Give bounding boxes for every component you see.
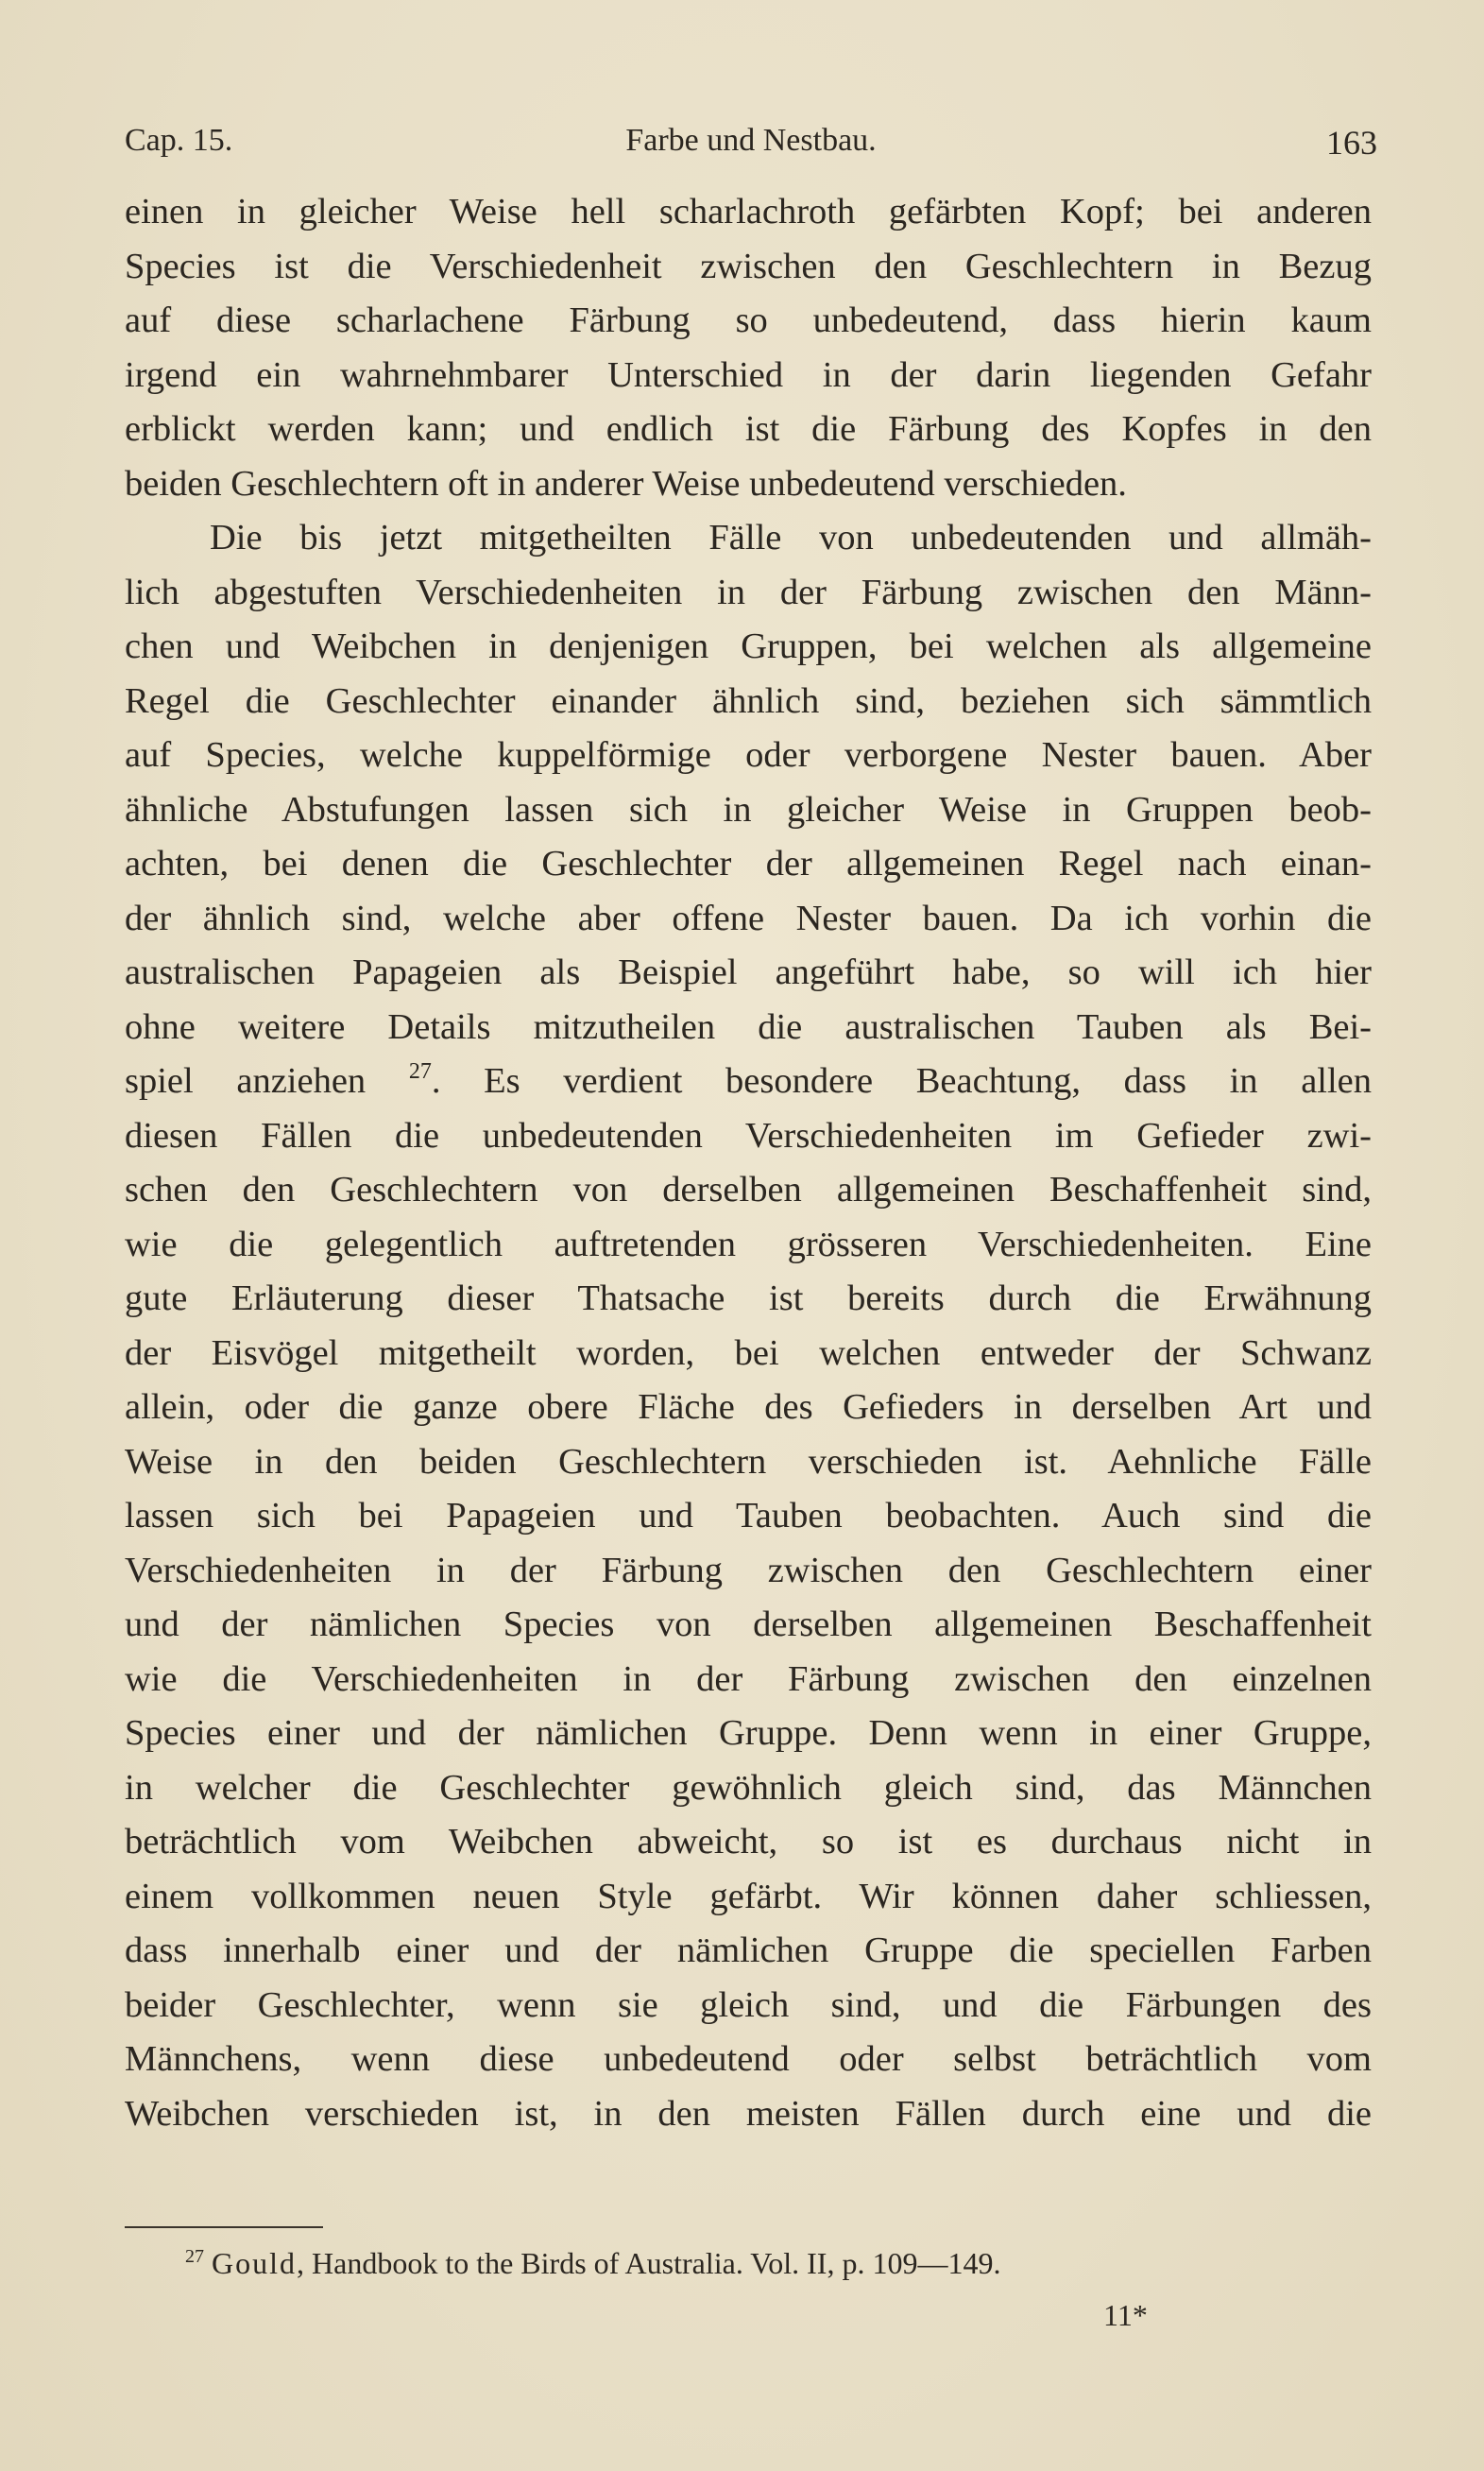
footnote xyxy=(185,2246,1319,2281)
text-line: Regel die Geschlechter einander ähnlich sind, beziehen sich sämmtlich xyxy=(125,680,1372,721)
text-line: Weise in den beiden Geschlechtern verschieden ist. Aehnliche Fälle xyxy=(125,1441,1372,1482)
text-line: Männchens, wenn diese unbedeutend oder selbst beträchtlich vom xyxy=(125,2039,1372,2079)
footnote-rule xyxy=(125,2226,323,2228)
text-line: lassen sich bei Papageien und Tauben beobachten. Auch sind die xyxy=(125,1496,1372,1536)
chapter-label: Cap. 15. xyxy=(125,123,233,158)
body-text xyxy=(125,185,1372,2141)
line-start: spiel anziehen xyxy=(125,1061,367,1101)
paragraph-1 xyxy=(125,185,1372,511)
running-title: Farbe und Nestbau. xyxy=(625,123,877,158)
text-line: in welcher die Geschlechter gewöhnlich gleich sind, das Männchen xyxy=(125,1767,1372,1808)
text-line: beträchtlich vom Weibchen abweicht, so ist es durchaus nicht in xyxy=(125,1822,1372,1862)
text-line: wie die gelegentlich auftretenden grösseren Verschiedenheiten. Eine xyxy=(125,1224,1372,1264)
text-line: der ähnlich sind, welche aber offene Nester bauen. Da ich vorhin die xyxy=(125,898,1372,938)
text-line-with-footnote-ref xyxy=(125,1055,1372,1109)
footnote-author: Gould xyxy=(212,2246,297,2280)
page-number: 163 xyxy=(1326,124,1377,162)
text-line: lich abgestuften Verschiedenheiten in der Färbung zwischen den Männ- xyxy=(125,572,1372,612)
text-line: ohne weitere Details mitzutheilen die australischen Tauben als Bei- xyxy=(125,1006,1372,1047)
text-line: Weibchen verschieden ist, in den meisten Fällen durch eine und die xyxy=(125,2093,1372,2134)
text-line: erblickt werden kann; und endlich ist die Färbung des Kopfes in den xyxy=(125,409,1372,449)
text-line: beiden Geschlechtern oft in anderer Weise unbedeutend verschieden. xyxy=(125,463,1127,504)
text-line: auf Species, welche kuppelförmige oder verborgene Nester bauen. Aber xyxy=(125,735,1372,775)
text-line: Die bis jetzt mitgetheilten Fälle von unbedeutenden und allmäh- xyxy=(210,518,1372,558)
text-line: einen in gleicher Weise hell scharlachroth gefärbten Kopf; bei anderen xyxy=(125,192,1372,232)
signature-mark: 11* xyxy=(1103,2298,1148,2332)
text-line: diesen Fällen die unbedeutenden Verschiedenheiten im Gefieder zwi- xyxy=(125,1115,1372,1156)
text-line: australischen Papageien als Beispiel angeführt habe, so will ich hier xyxy=(125,952,1372,992)
text-line: Species einer und der nämlichen Gruppe. Denn wenn in einer Gruppe, xyxy=(125,1713,1372,1753)
footnote-number: 27 xyxy=(185,2246,204,2267)
text-line: achten, bei denen die Geschlechter der allgemeinen Regel nach einan- xyxy=(125,844,1372,884)
running-head xyxy=(125,123,1377,170)
text-line: allein, oder die ganze obere Fläche des Gefieders in derselben Art und xyxy=(125,1387,1372,1427)
text-line: ähnliche Abstufungen lassen sich in gleicher Weise in Gruppen beob- xyxy=(125,789,1372,830)
text-line: schen den Geschlechtern von derselben allgemeinen Beschaffenheit sind, xyxy=(125,1170,1372,1210)
text-line: der Eisvögel mitgetheilt worden, bei welchen entweder der Schwanz xyxy=(125,1332,1372,1373)
text-line: gute Erläuterung dieser Thatsache ist bereits durch die Erwähnung xyxy=(125,1278,1372,1318)
text-line: und der nämlichen Species von derselben allgemeinen Beschaffenheit xyxy=(125,1604,1372,1644)
text-line: einem vollkommen neuen Style gefärbt. Wir können daher schliessen, xyxy=(125,1876,1372,1916)
footnote-reference[interactable]: 27 xyxy=(408,1059,432,1084)
footnote-text: , Handbook to the Birds of Australia. Vol. II, p. 109—149. xyxy=(297,2246,1001,2280)
text-line: irgend ein wahrnehmbarer Unterschied in der darin liegenden Gefahr xyxy=(125,354,1372,395)
text-line: wie die Verschiedenheiten in der Färbung zwischen den einzelnen xyxy=(125,1658,1372,1699)
line-end: . Es verdient besondere Beachtung, dass in allen xyxy=(431,1061,1372,1101)
text-line: Species ist die Verschiedenheit zwischen den Geschlechtern in Bezug xyxy=(125,246,1372,286)
text-line: beider Geschlechter, wenn sie gleich sind, und die Färbungen des xyxy=(125,1984,1372,2025)
text-line: Verschiedenheiten in der Färbung zwischen den Geschlechtern einer xyxy=(125,1550,1372,1590)
text-line: dass innerhalb einer und der nämlichen Gruppe die speciellen Farben xyxy=(125,1930,1372,1970)
text-line: chen und Weibchen in denjenigen Gruppen, bei welchen als allgemeine xyxy=(125,626,1372,666)
paragraph-2 xyxy=(125,511,1372,2141)
text-line: auf diese scharlachene Färbung so unbedeutend, dass hierin kaum xyxy=(125,300,1372,340)
